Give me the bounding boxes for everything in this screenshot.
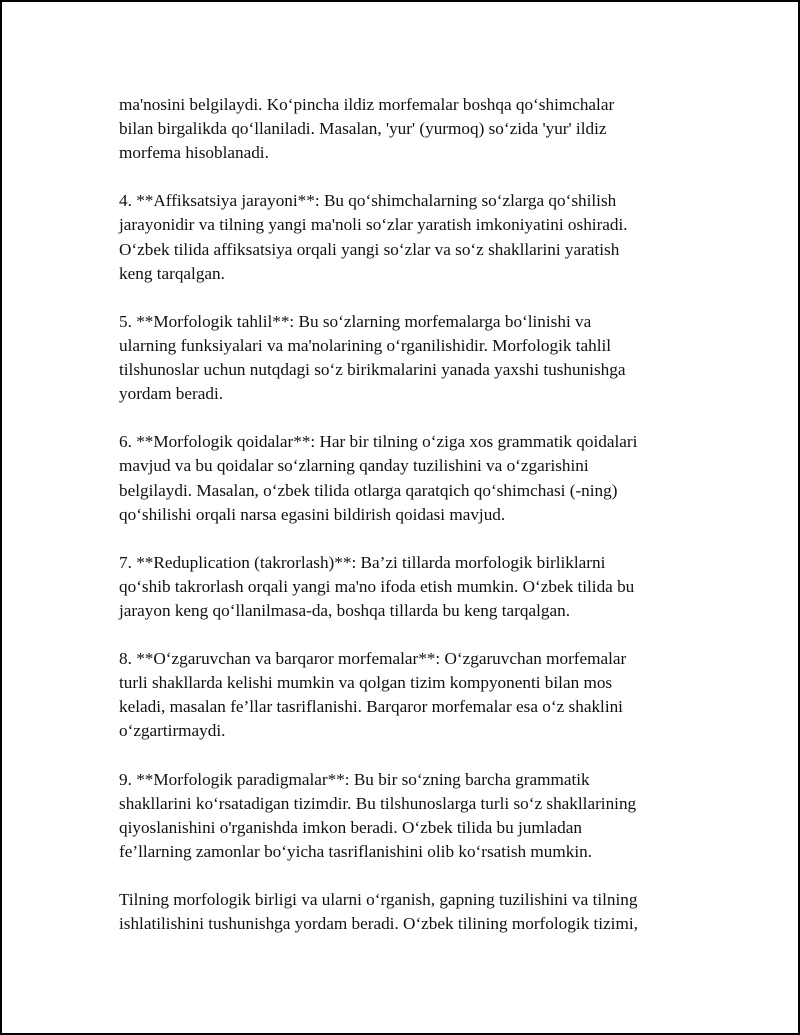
text-line: 5. **Morfologik tahlil**: Bu soʻzlarning morfemalarga boʻlinishi va — [119, 311, 592, 331]
text-line: turli shakllarda kelishi mumkin va qolgan tizim kompyonenti bilan mos — [119, 673, 613, 693]
text-line: ishlatilishini tushunishga yordam beradi. Oʻzbek tilining morfologik tizimi, — [119, 914, 638, 934]
paragraph-conclusion — [119, 888, 679, 936]
text-line: keng tarqalgan. — [119, 263, 225, 283]
paragraph-affixation — [119, 189, 679, 285]
text-line: 7. **Reduplication (takrorlash)**: Ba’zi tillarda morfologik birliklarni — [119, 552, 606, 572]
text-line: jarayon keng qoʻllanilmasa-da, boshqa tillarda bu keng tarqalgan. — [119, 600, 571, 620]
text-line: 9. **Morfologik paradigmalar**: Bu bir soʻzning barcha grammatik — [119, 769, 590, 789]
text-line: qiyoslanishini o'rganishda imkon beradi. Oʻzbek tilida bu jumladan — [119, 817, 582, 837]
paragraph-root-morpheme-continuation — [119, 93, 679, 165]
text-line: jarayonidir va tilning yangi ma'noli soʻzlar yaratish imkoniyatini oshiradi. — [119, 215, 628, 235]
text-line: belgilaydi. Masalan, oʻzbek tilida otlarga qaratqich qoʻshimchasi (-ning) — [119, 480, 618, 500]
paragraph-morphological-analysis — [119, 310, 679, 406]
paragraph-morphological-paradigms — [119, 768, 679, 864]
text-line: oʻzgartirmaydi. — [119, 721, 226, 741]
text-line: yordam beradi. — [119, 384, 224, 404]
text-line: ularning funksiyalari va ma'nolarining oʻrganilishidir. Morfologik tahlil — [119, 335, 612, 355]
text-line: bilan birgalikda qoʻllaniladi. Masalan, 'yur' (yurmoq) soʻzida 'yur' ildiz — [119, 119, 607, 139]
text-line: 4. **Affiksatsiya jarayoni**: Bu qoʻshimchalarning soʻzlarga qoʻshilish — [119, 191, 617, 211]
text-line: tilshunoslar uchun nutqdagi soʻz birikmalarini yanada yaxshi tushunishga — [119, 360, 626, 380]
text-line: Tilning morfologik birligi va ularni oʻrganish, gapning tuzilishini va tilning — [119, 890, 638, 910]
text-line: shakllarini koʻrsatadigan tizimdir. Bu tilshunoslarga turli soʻz shakllarining — [119, 793, 637, 813]
text-line: mavjud va bu qoidalar soʻzlarning qanday tuzilishini va oʻzgarishini — [119, 456, 589, 476]
text-line: qoʻshilishi orqali narsa egasini bildirish qoidasi mavjud. — [119, 504, 506, 524]
text-line: fe’llarning zamonlar boʻyicha tasriflanishini olib koʻrsatish mumkin. — [119, 841, 593, 861]
paragraph-variable-stable-morphemes — [119, 647, 679, 743]
text-line: qoʻshib takrorlash orqali yangi ma'no ifoda etish mumkin. Oʻzbek tilida bu — [119, 576, 635, 596]
text-line: Oʻzbek tilida affiksatsiya orqali yangi soʻzlar va soʻz shakllarini yaratish — [119, 239, 620, 259]
document-body — [119, 93, 679, 960]
text-line: 8. **Oʻzgaruvchan va barqaror morfemalar**: Oʻzgaruvchan morfemalar — [119, 649, 627, 669]
text-line: keladi, masalan fe’llar tasriflanishi. Barqaror morfemalar esa oʻz shaklini — [119, 697, 623, 717]
text-line: morfema hisoblanadi. — [119, 143, 269, 163]
paragraph-reduplication — [119, 551, 679, 623]
text-line: ma'nosini belgilaydi. Koʻpincha ildiz morfemalar boshqa qoʻshimchalar — [119, 95, 615, 114]
paragraph-morphological-rules — [119, 430, 679, 526]
text-line: 6. **Morfologik qoidalar**: Har bir tilning oʻziga xos grammatik qoidalari — [119, 432, 638, 452]
